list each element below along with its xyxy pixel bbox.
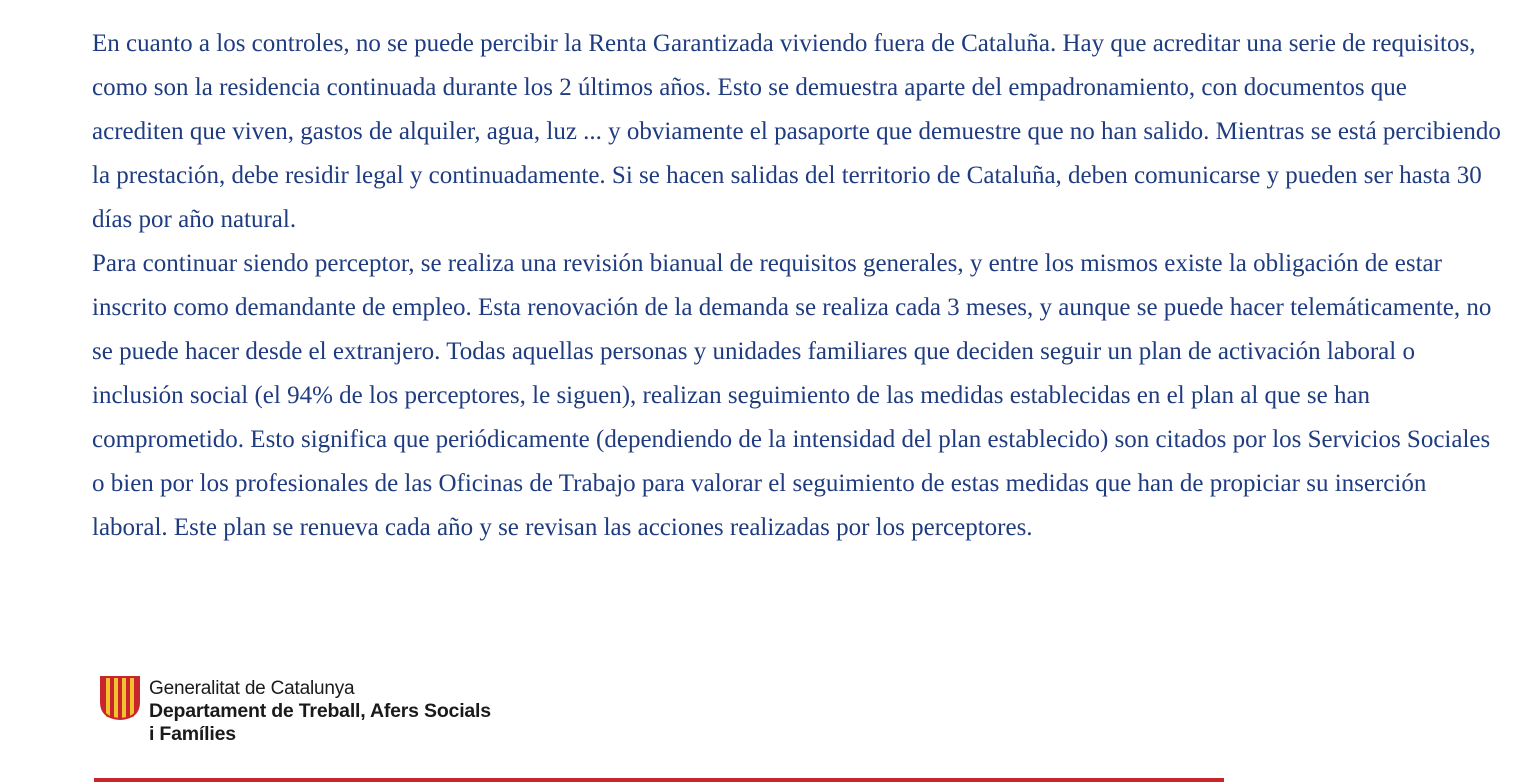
- signature-divider: [94, 778, 1224, 782]
- generalitat-shield-icon: [100, 676, 140, 720]
- organization-name: [149, 678, 491, 746]
- email-signature: [100, 676, 620, 752]
- government-name: Generalitat de Catalunya: [149, 678, 355, 699]
- shield-stripe: [114, 677, 118, 719]
- shield-stripe: [130, 677, 134, 717]
- message-paragraph-controls: En cuanto a los controles, no se puede percibir la Renta Garantizada viviendo fuera de Cataluña. Hay que acreditar una serie de requisitos, como son la residencia continuada durante los 2 últimos años. Esto se demuestra aparte del empadronamiento, con documentos que acrediten que viven, gastos de alquiler, agua, luz ... y obviamente el pasaporte que demuestre que no han salido. Mientras se está percibiendo la prestación, debe residir legal y continuadamente. Si se hacen salidas del territorio de Cataluña, deben comunicarse y pueden ser hasta 30 días por año natural.: [92, 30, 1501, 233]
- shield-stripe: [106, 677, 110, 717]
- shield-stripe: [122, 677, 126, 719]
- department-name-line-1: Departament de Treball, Afers Socials: [149, 700, 491, 722]
- message-paragraph-renewal: Para continuar siendo perceptor, se realiza una revisión bianual de requisitos generales, y entre los mismos existe la obligación de estar inscrito como demandante de empleo. Esta renovación de la demanda se realiza cada 3 meses, y aunque se puede hacer telemáticamente, no se puede hacer desde el extranjero. Todas aquellas personas y unidades familiares que deciden seguir un plan de activación laboral o inclusión social (el 94% de los perceptores, le siguen), realizan seguimiento de las medidas establecidas en el plan al que se han comprometido. Esto significa que periódicamente (dependiendo de la intensidad del plan establecido) son citados por los Servicios Sociales o bien por los profesionales de las Oficinas de Trabajo para valorar el seguimiento de estas medidas que han de propiciar su inserción laboral. Este plan se renueva cada año y se revisan las acciones realizadas por los perceptores.: [92, 250, 1492, 541]
- department-name-line-2: i Famílies: [149, 723, 236, 745]
- message-body: [92, 22, 1504, 550]
